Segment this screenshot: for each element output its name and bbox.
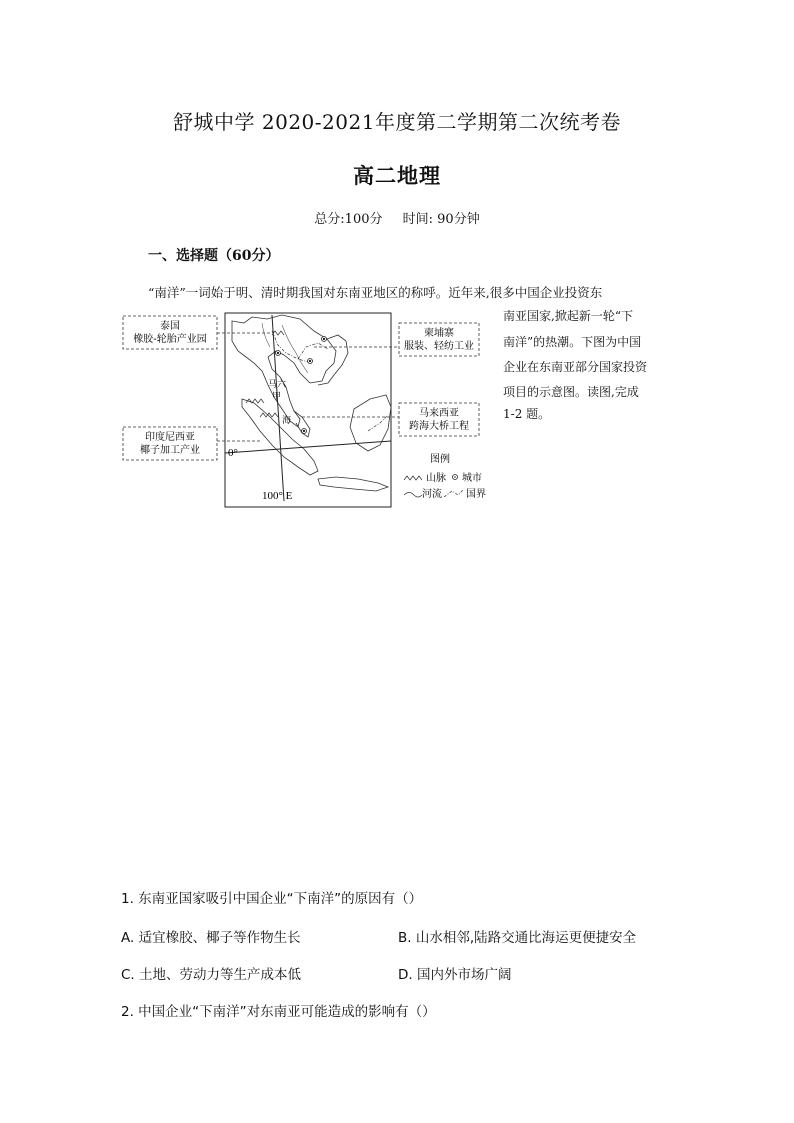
legend-river-icon (404, 493, 422, 498)
map-frame (225, 313, 391, 507)
thailand-country: 泰国 (160, 321, 180, 332)
intro-line-2: 南亚国家,掀起新一轮“下 (503, 309, 633, 323)
meridian-label: 100° E (262, 490, 293, 502)
section-heading: 一、选择题（60分） (148, 248, 280, 264)
exam-title: 舒城中学 2020-2021年度第二学期第二次统考卷 (173, 110, 621, 134)
land-outlines (232, 315, 391, 491)
malaysia-project: 跨海大桥工程 (409, 421, 469, 432)
question-1-stem: 1. 东南亚国家吸引中国企业“下南洋”的原因有（） (121, 891, 423, 907)
sea-label-1: 马六 (268, 379, 287, 389)
legend-border-label: 国界 (466, 489, 486, 500)
total-score: 总分:100分 (314, 212, 383, 227)
legend-mountain-label: 山脉 (426, 473, 446, 484)
legend-border-icon (444, 489, 464, 497)
question-2-stem: 2. 中国企业“下南洋”对东南亚可能造成的影响有（） (121, 1004, 436, 1020)
southeast-asia-map (122, 311, 502, 511)
legend-mountain-icon (404, 476, 422, 480)
thailand-industry: 橡胶-轮胎产业园 (133, 334, 207, 345)
subject-title: 高二地理 (353, 163, 441, 188)
intro-line-3: 南洋”的热潮。下图为中国 (503, 335, 642, 349)
legend-river-label: 河流 (422, 489, 442, 500)
sea-label-2: 甲 (272, 391, 282, 401)
question-1-option-b: B. 山水相邻,陆路交通比海运更便捷安全 (398, 930, 637, 946)
rivers (262, 323, 308, 373)
equator-label: 0° (228, 447, 238, 459)
intro-line-6: 1-2 题。 (503, 407, 551, 421)
sea-label-3: 海 (282, 415, 292, 425)
cambodia-country: 柬埔寨 (424, 328, 454, 339)
exam-time: 时间: 90分钟 (402, 212, 480, 227)
legend-city-dot (454, 476, 456, 478)
meridian-line (272, 315, 284, 501)
question-1-option-d: D. 国内外市场广阔 (398, 967, 512, 983)
intro-line-4: 企业在东南亚部分国家投资 (503, 360, 648, 374)
question-1-option-a: A. 适宜橡胶、椰子等作物生长 (121, 930, 301, 946)
legend-city-label: 城市 (462, 473, 482, 484)
intro-line-5: 项目的示意图。读图,完成 (503, 385, 639, 399)
question-1-option-c: C. 土地、劳动力等生产成本低 (121, 967, 302, 983)
intro-line-1: “南洋”一词始于明、清时期我国对东南亚地区的称呼。近年来,很多中国企业投资东 (148, 285, 603, 300)
legend-title: 图例 (430, 454, 450, 465)
indonesia-industry: 椰子加工产业 (140, 445, 200, 456)
indonesia-country: 印度尼西亚 (145, 432, 195, 443)
exam-meta (0, 208, 794, 227)
malaysia-country: 马来西亚 (419, 408, 459, 419)
equator-line (225, 441, 391, 453)
cambodia-industry: 服装、轻纺工业 (404, 341, 474, 352)
